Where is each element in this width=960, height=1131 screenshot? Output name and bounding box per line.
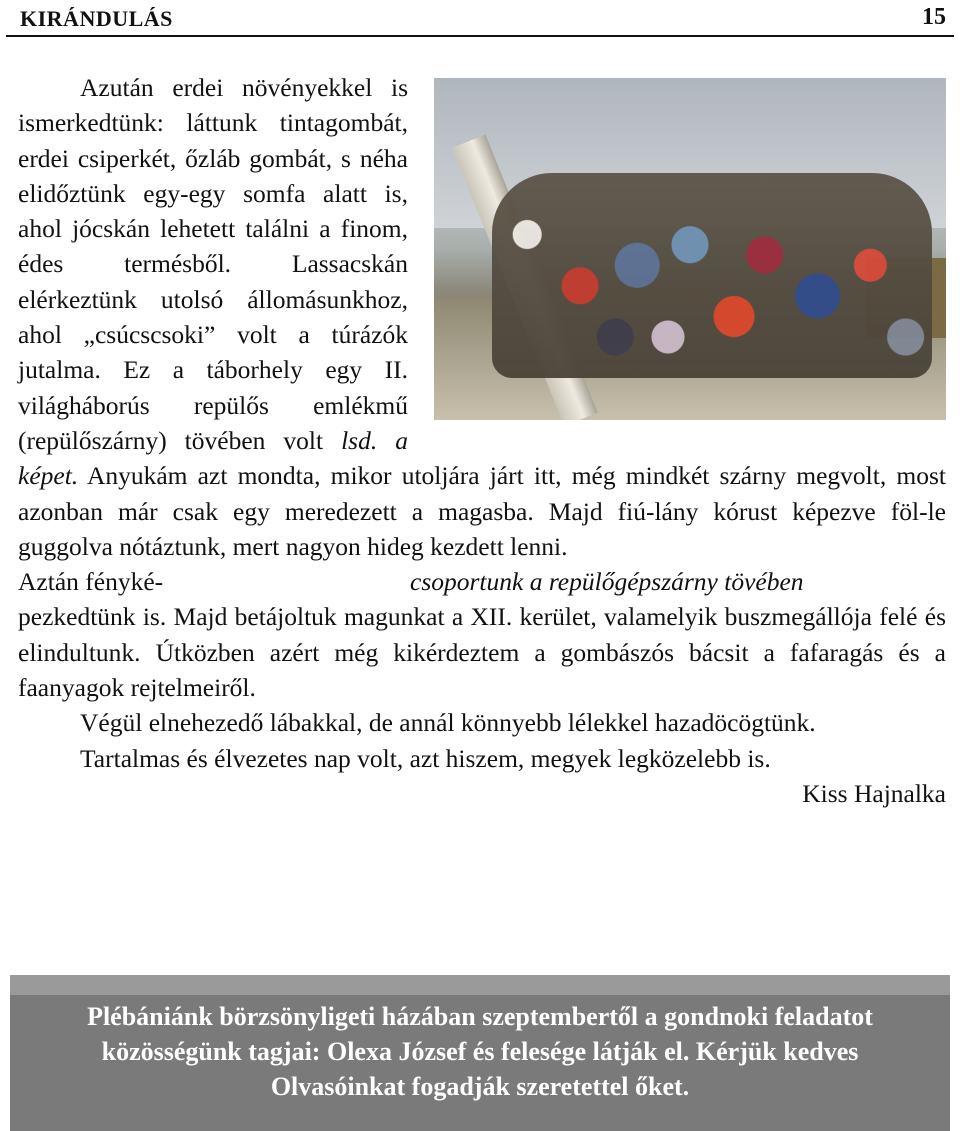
- photo-caption: csoportunk a repülőgépszárny tövében: [410, 567, 804, 597]
- photo-reference: lsd. a képet.: [18, 425, 408, 491]
- header-rule: [6, 35, 954, 37]
- caption-row: [18, 564, 946, 599]
- notice-line-3: Olvasóinkat fogadják szeretettel őket.: [270, 1072, 690, 1101]
- article-paragraph-3: Tartalmas és élvezetes nap volt, azt hiszem, megyek legközelebb is.: [80, 743, 771, 773]
- article-body: [18, 70, 946, 811]
- notice-line-2: közösségünk tagjai: Olexa József és felesége látják el. Kérjük kedves: [101, 1037, 859, 1066]
- page-number: 15: [922, 4, 946, 30]
- article-paragraph-2: Végül elnehezedő lábakkal, de annál könnyebb lélekkel hazadöcögtünk.: [80, 708, 816, 738]
- notice-line-1: Plébániánk börzsönyligeti házában szeptembertől a gondnoki feladatot: [87, 1002, 873, 1031]
- photo-group-of-people: [492, 173, 932, 378]
- paragraph-1-text-a: Azután erdei növényekkel is ismerkedtünk: láttunk tintagombát, erdei csiperkét, őzláb gombát, s néha elidőztünk egy-egy somfa alatt is, ahol jócskán lehetett találni a finom, édes termésből. Lassacskán elérkeztünk utolsó állomásunkhoz, ahol „csúcscsoki” volt a túrázók jutalma. Ez a táborhely egy II. világháborús repülős emlékmű (repülőszárny) tövében volt: [18, 73, 408, 455]
- paragraph-1-hyphen-line: Aztán fényké-: [18, 567, 164, 597]
- article-paragraph-1-cont: pezkedtünk is. Majd betájoltuk magunkat a XII. kerület, valamelyik buszmegállója felé és elindultunk. Útközben azért még kikérdeztem a gombászós bácsit a fafaragás és a faanyagok rejtelmeiről.: [18, 602, 946, 703]
- section-title: KIRÁNDULÁS: [20, 6, 173, 31]
- article-paragraph-1: [18, 70, 946, 564]
- notice-box: [10, 975, 950, 1131]
- group-photo: [434, 78, 946, 420]
- author-signature: Kiss Hajnalka: [802, 778, 946, 808]
- page-header: [0, 0, 960, 36]
- paragraph-1-text-b: Anyukám azt mondta, mikor utoljára járt itt, még mindkét szárny megvolt, most azonban már csak egy meredezett a magasba. Majd fiú-lány kórust képezve föl-le guggolva nótáztunk, mert nagyon hideg kezdett lenni.: [18, 461, 946, 561]
